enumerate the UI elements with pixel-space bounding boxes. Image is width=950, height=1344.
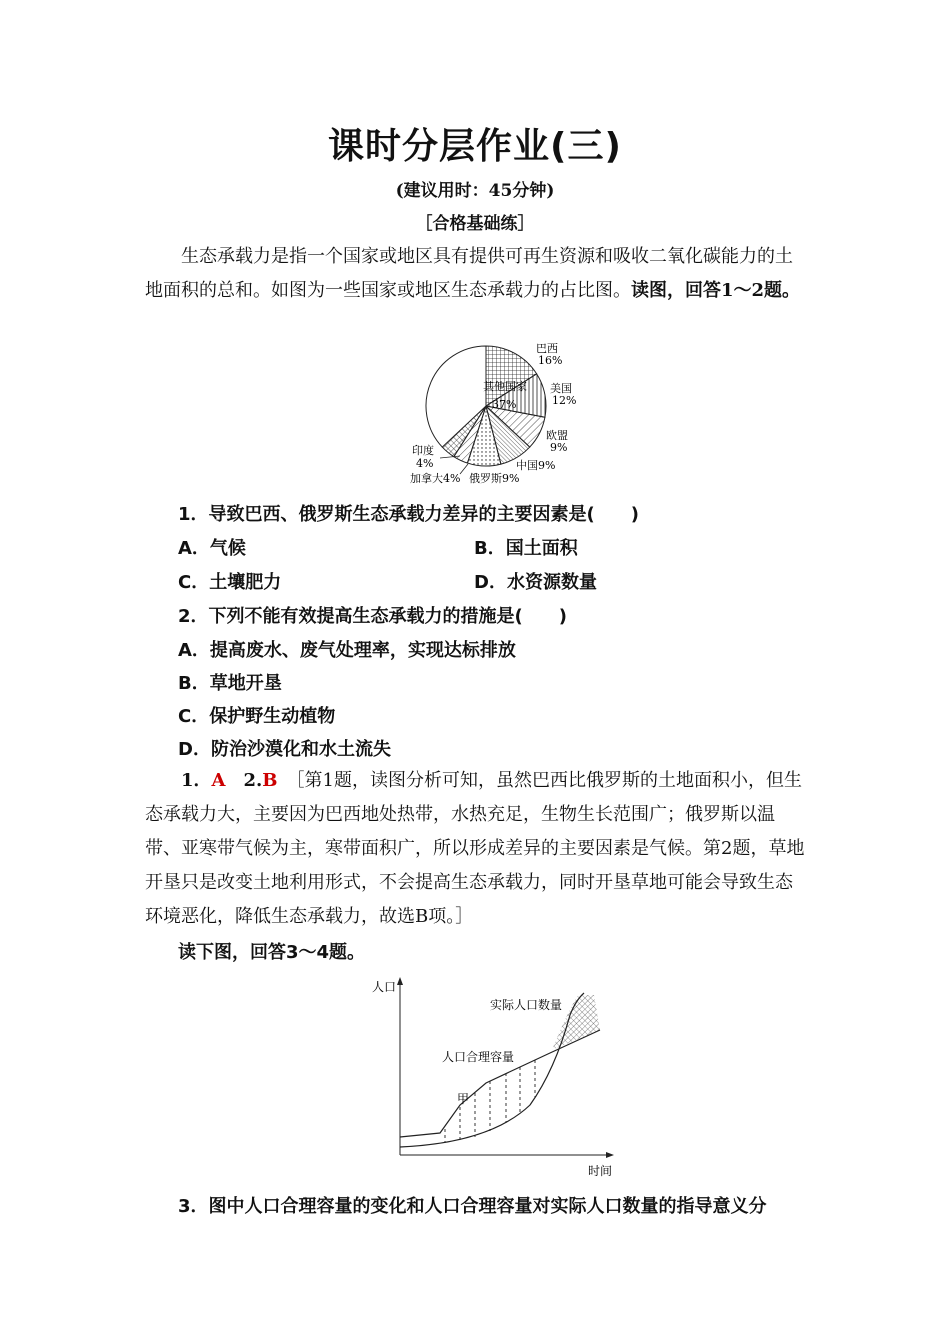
label-actual-population: 实际人口数量 — [490, 998, 563, 1012]
y-axis-arrow — [397, 977, 403, 985]
label-others-value: 37% — [492, 398, 517, 411]
answer-2: B — [262, 770, 278, 791]
q2-stem: 2．下列不能有效提高生态承载力的措施是( ) — [178, 606, 567, 627]
label-eu: 欧盟 — [546, 429, 568, 442]
intro-text: 生态承载力是指一个国家或地区具有提供可再生资源和吸收二氧化碳能力的土地面积的总和。如图为一些国家或地区生态承载力的占比图。 — [145, 246, 793, 301]
answer-1: A — [211, 770, 226, 791]
q2-option-d: D．防治沙漠化和水土流失 — [178, 739, 391, 760]
pie-slices — [426, 346, 546, 466]
label-usa: 美国 — [550, 382, 572, 395]
label-canada: 加拿大4% — [410, 472, 461, 485]
q1-stem: 1．导致巴西、俄罗斯生态承载力差异的主要因素是( ) — [178, 504, 639, 525]
label-carrying-capacity: 人口合理容量 — [442, 1050, 515, 1064]
q1-option-d: D．水资源数量 — [474, 572, 597, 593]
label-china: 中国9% — [516, 459, 556, 472]
label-jia: 甲 — [457, 1092, 470, 1106]
x-axis-arrow — [606, 1152, 614, 1158]
label-others: 其他国家 — [483, 380, 527, 393]
label-brazil-value: 16% — [538, 354, 563, 367]
label-eu-value: 9% — [550, 441, 568, 454]
prompt-3-4: 读下图，回答3～4题。 — [178, 942, 366, 963]
series-carrying-capacity — [400, 1030, 600, 1137]
q3-stem: 3．图中人口合理容量的变化和人口合理容量对实际人口数量的指导意义分 — [178, 1196, 767, 1217]
q1-option-a: A．气候 — [178, 538, 246, 559]
intro-prompt: 读图，回答1～2题。 — [631, 280, 801, 301]
population-chart — [370, 975, 620, 1180]
q2-option-c: C．保护野生动植物 — [178, 706, 336, 727]
answer-paragraph — [145, 764, 810, 934]
label-usa-value: 12% — [552, 394, 577, 407]
label-india: 印度 — [412, 444, 434, 457]
label-russia: 俄罗斯9% — [469, 472, 520, 485]
series-actual-population — [400, 993, 584, 1147]
answer-prefix-1: 1． — [181, 770, 212, 791]
pie-chart — [400, 338, 600, 490]
intro-paragraph — [145, 240, 810, 308]
section-heading: ［合格基础练］ — [415, 214, 535, 234]
y-axis-label: 人口 — [372, 980, 397, 994]
page-title: 课时分层作业(三) — [328, 126, 622, 167]
answer-prefix-2: 2. — [243, 770, 263, 791]
x-axis-label: 时间 — [588, 1164, 613, 1178]
answer-explanation: ［第1题，读图分析可知，虽然巴西比俄罗斯的土地面积小，但生态承载力大，主要因为巴西地处热带，水热充足，生物生长范围广；俄罗斯以温带、亚寒带气候为主，寒带面积广，所以形成差异的主要因素是气候。第2题，草地开垦只是改变土地利用形式，不会提高生态承载力，同时开垦草地可能会导致生态环境恶化，降低生态承载力，故选B项。］ — [145, 770, 805, 927]
label-brazil: 巴西 — [536, 342, 558, 355]
suggested-time: (建议用时：45分钟) — [395, 181, 555, 201]
q2-option-a: A．提高废水、废气处理率，实现达标排放 — [178, 640, 516, 661]
q2-option-b: B．草地开垦 — [178, 673, 282, 694]
q1-option-c: C．土壤肥力 — [178, 572, 282, 593]
label-india-value: 4% — [416, 457, 434, 470]
q1-option-b: B．国土面积 — [474, 538, 578, 559]
